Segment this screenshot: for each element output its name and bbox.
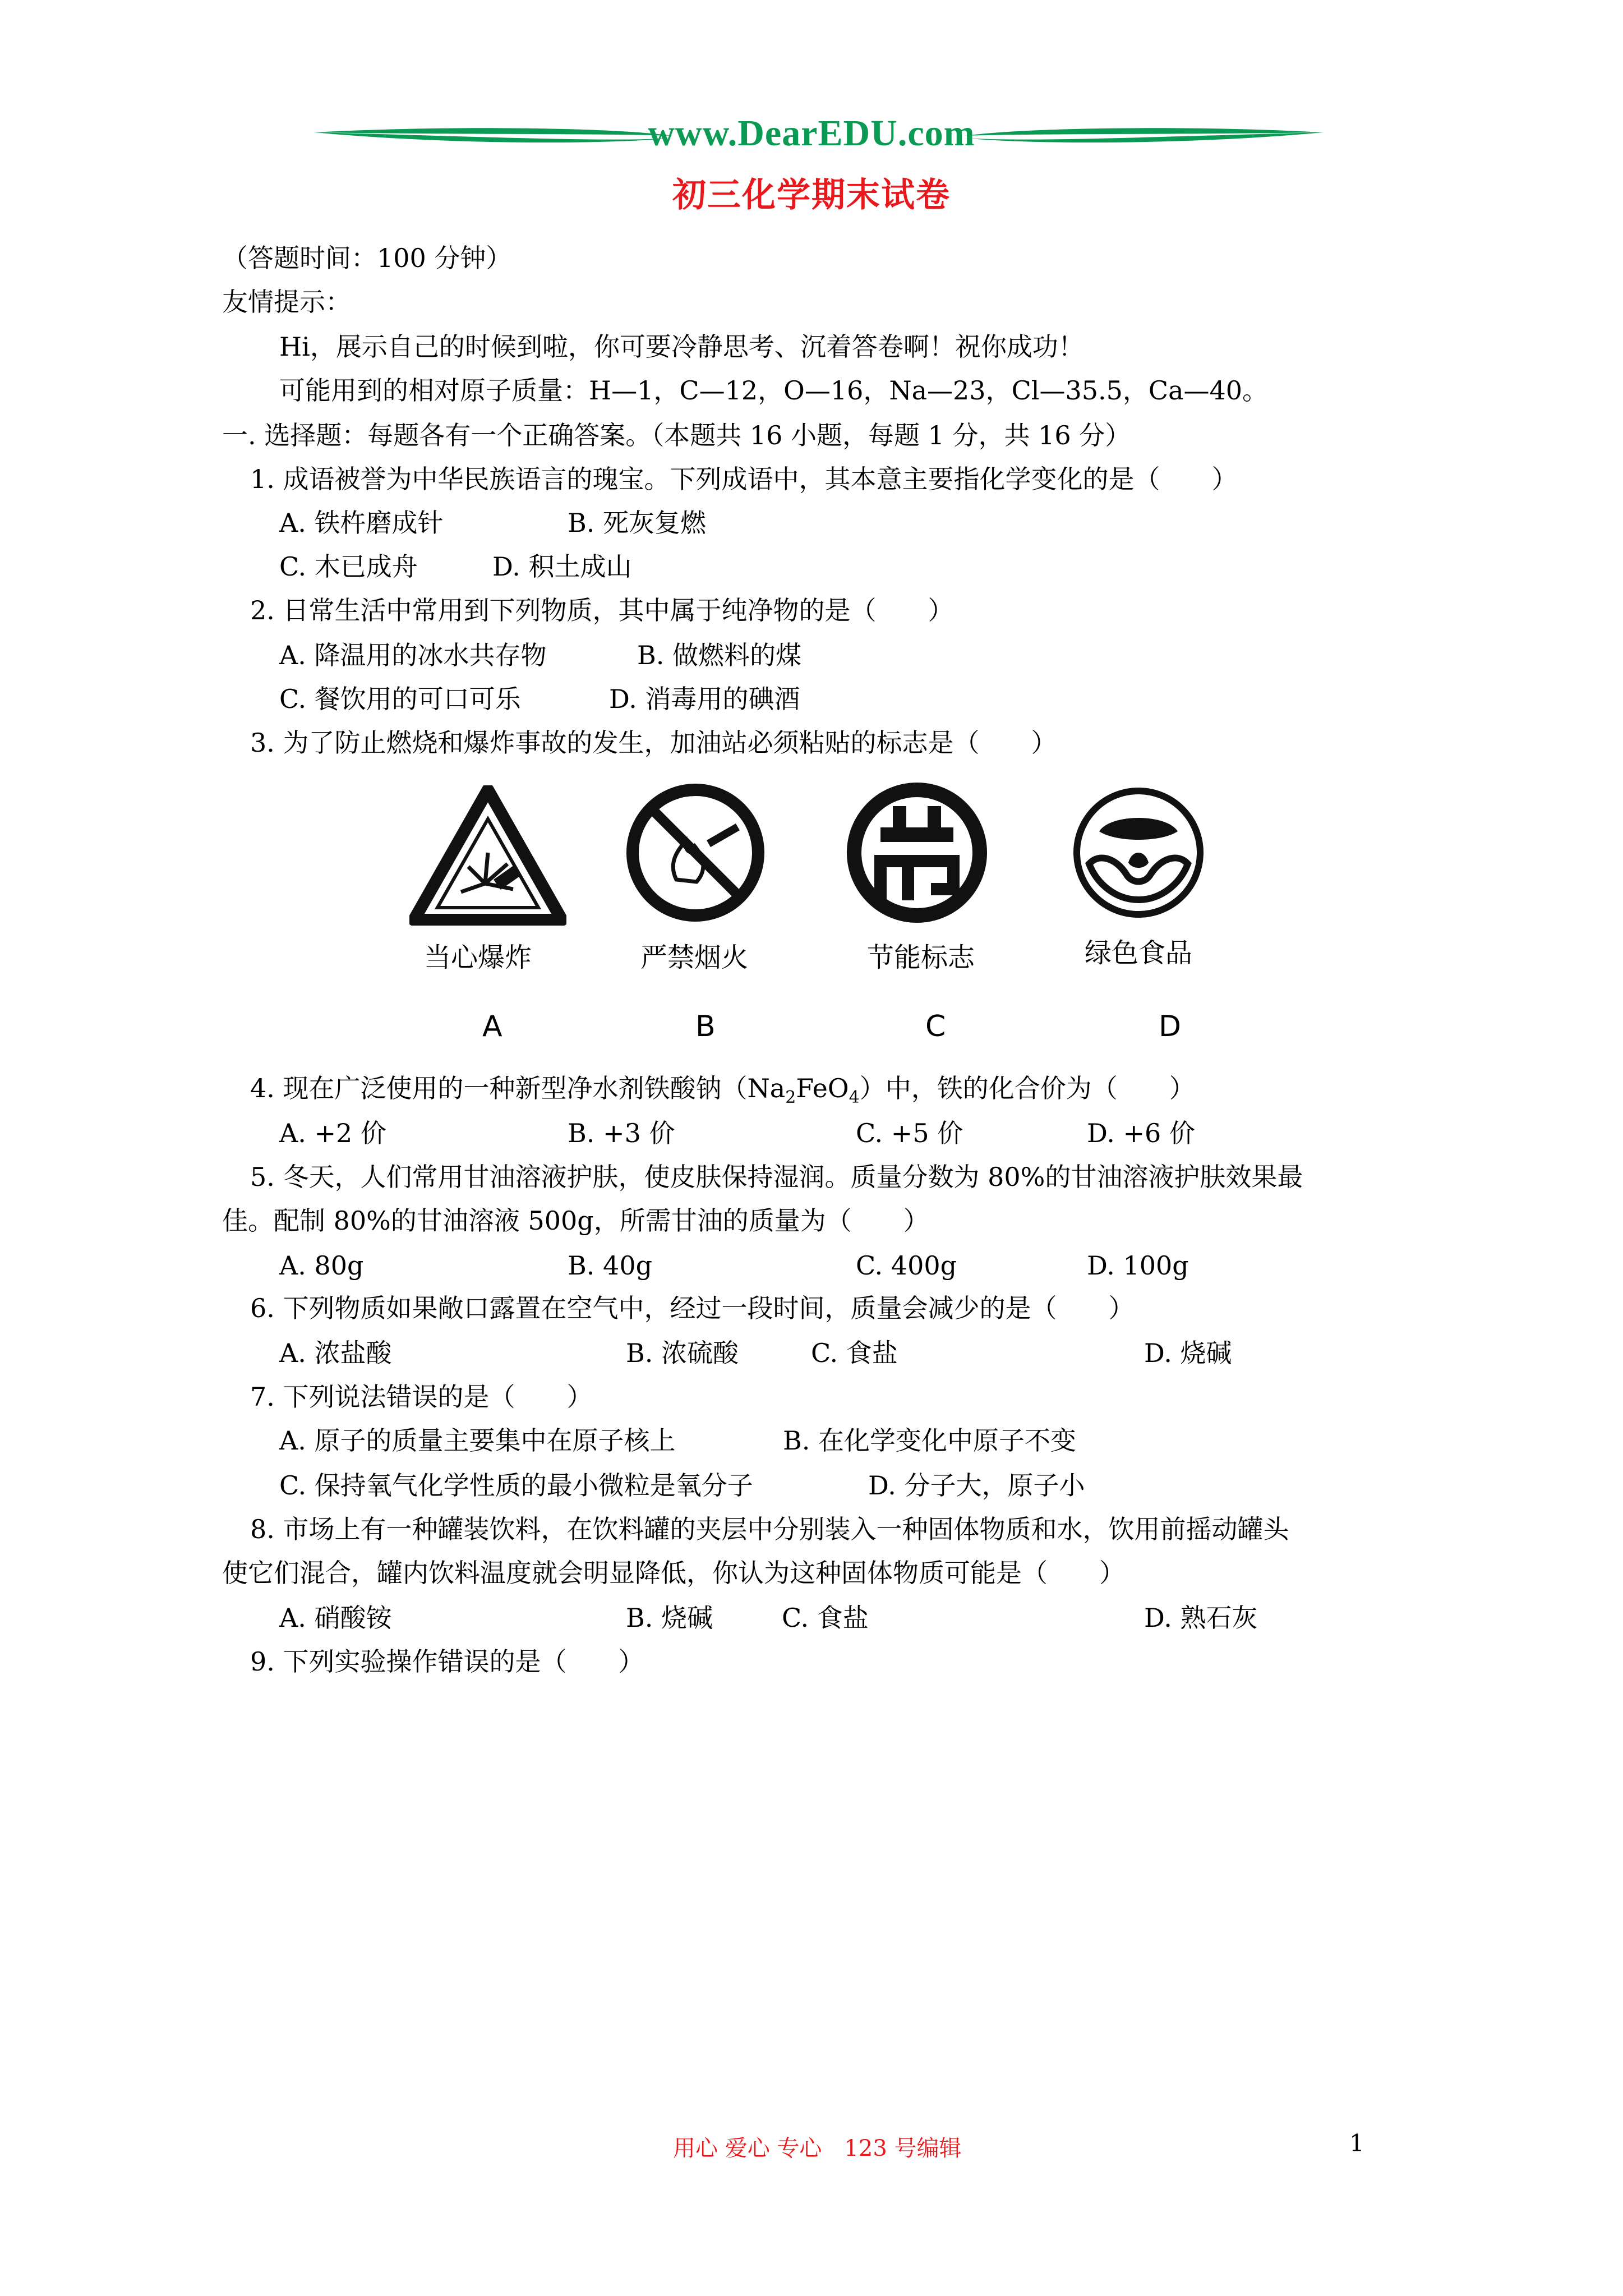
- page-title: 初三化学期末试卷: [672, 176, 951, 215]
- q6-option-a: A. 浓盐酸: [279, 1338, 392, 1368]
- q6-option-b: B. 浓硫酸: [626, 1338, 739, 1368]
- q8-option-d: D. 熟石灰: [1144, 1603, 1258, 1633]
- q5-option-c: C. 400g: [856, 1250, 957, 1281]
- no-fire-icon: [623, 780, 768, 926]
- green-food-icon: [1066, 780, 1211, 926]
- sign-caption-d: 绿色食品: [1085, 937, 1193, 969]
- q1-option-b: B. 死灰复燃: [568, 508, 707, 538]
- q4-option-b: B. +3 价: [568, 1118, 675, 1148]
- q4-stem: 4. 现在广泛使用的一种新型净水剂铁酸钠$(Na_2FeO_4)$中，铁的化合价为（ ）: [250, 1073, 1195, 1108]
- sign-letter-b: B: [695, 1010, 716, 1043]
- tip-heading: 友情提示：: [222, 287, 351, 317]
- q5-stem-line1: 5. 冬天，人们常用甘油溶液护肤，使皮肤保持湿润。质量分数为 80%的甘油溶液护肤效果最: [250, 1162, 1303, 1192]
- q4-option-d: D. +6 价: [1087, 1118, 1195, 1148]
- q8-option-b: B. 烧碱: [626, 1603, 713, 1633]
- sign-caption-a: 当心爆炸: [424, 942, 532, 973]
- q1-stem: 1. 成语被誉为中华民族语言的瑰宝。下列成语中，其本意主要指化学变化的是（ ）: [250, 464, 1238, 494]
- sign-caption-c: 节能标志: [867, 942, 975, 973]
- q7-option-d: D. 分子大，原子小: [868, 1470, 1085, 1501]
- q4-option-c: C. +5 价: [856, 1118, 963, 1148]
- q3-stem: 3. 为了防止燃烧和爆炸事故的发生，加油站必须粘贴的标志是（ ）: [250, 728, 1057, 758]
- q1-option-c: C. 木已成舟: [279, 551, 418, 582]
- q2-stem: 2. 日常生活中常用到下列物质，其中属于纯净物的是（ ）: [250, 595, 954, 625]
- footer-text: 用心 爱心 专心 123 号编辑: [673, 2136, 962, 2161]
- q5-option-b: B. 40g: [568, 1250, 653, 1281]
- q2-option-a: A. 降温用的冰水共存物: [279, 640, 547, 670]
- q8-option-c: C. 食盐: [782, 1603, 869, 1633]
- tip-line: Hi，展示自己的时候到啦，你可要冷静思考、沉着答卷啊！祝你成功！: [279, 332, 1084, 362]
- q5-option-d: D. 100g: [1087, 1250, 1189, 1281]
- q5-stem-line2: 佳。配制 80%的甘油溶液 500g，所需甘油的质量为（ ）: [222, 1205, 929, 1236]
- sign-letter-c: C: [925, 1010, 946, 1043]
- q7-option-c: C. 保持氧气化学性质的最小微粒是氧分子: [279, 1470, 753, 1501]
- q2-option-d: D. 消毒用的碘酒: [609, 684, 800, 714]
- answer-time: （答题时间：100 分钟）: [222, 243, 512, 273]
- page-number: 1: [1349, 2129, 1364, 2157]
- sign-letter-d: D: [1159, 1010, 1182, 1043]
- q9-stem: 9. 下列实验操作错误的是（ ）: [250, 1646, 644, 1677]
- section-heading: 一. 选择题：每题各有一个正确答案。（本题共 16 小题，每题 1 分，共 16 分）: [222, 420, 1131, 450]
- q8-option-a: A. 硝酸铵: [279, 1603, 392, 1633]
- explosion-warning-icon: [409, 785, 566, 926]
- q7-option-b: B. 在化学变化中原子不变: [783, 1425, 1077, 1456]
- q5-option-a: A. 80g: [279, 1250, 364, 1281]
- q6-stem: 6. 下列物质如果敞口露置在空气中，经过一段时间，质量会减少的是（ ）: [250, 1293, 1135, 1323]
- sign-letter-a: A: [482, 1010, 502, 1043]
- q7-stem: 7. 下列说法错误的是（ ）: [250, 1382, 593, 1412]
- q2-option-b: B. 做燃料的煤: [637, 640, 802, 670]
- energy-saving-icon: [841, 777, 993, 928]
- atomic-masses: 可能用到的相对原子质量：H—1，C—12，O—16，Na—23，Cl—35.5，Ca—40。: [279, 375, 1269, 406]
- q6-option-d: D. 烧碱: [1144, 1338, 1232, 1368]
- q8-stem-line1: 8. 市场上有一种罐装饮料，在饮料罐的夹层中分别装入一种固体物质和水，饮用前摇动罐头: [250, 1514, 1289, 1544]
- site-brand: www.DearEDU.com: [648, 113, 975, 154]
- q4-option-a: A. +2 价: [279, 1118, 386, 1148]
- q1-option-a: A. 铁杵磨成针: [279, 508, 444, 538]
- q8-stem-line2: 使它们混合，罐内饮料温度就会明显降低，你认为这种固体物质可能是（ ）: [222, 1558, 1125, 1588]
- q7-option-a: A. 原子的质量主要集中在原子核上: [279, 1425, 676, 1456]
- q6-option-c: C. 食盐: [811, 1338, 898, 1368]
- q2-option-c: C. 餐饮用的可口可乐: [279, 684, 521, 714]
- q1-option-d: D. 积土成山: [492, 551, 632, 582]
- sign-caption-b: 严禁烟火: [640, 942, 749, 973]
